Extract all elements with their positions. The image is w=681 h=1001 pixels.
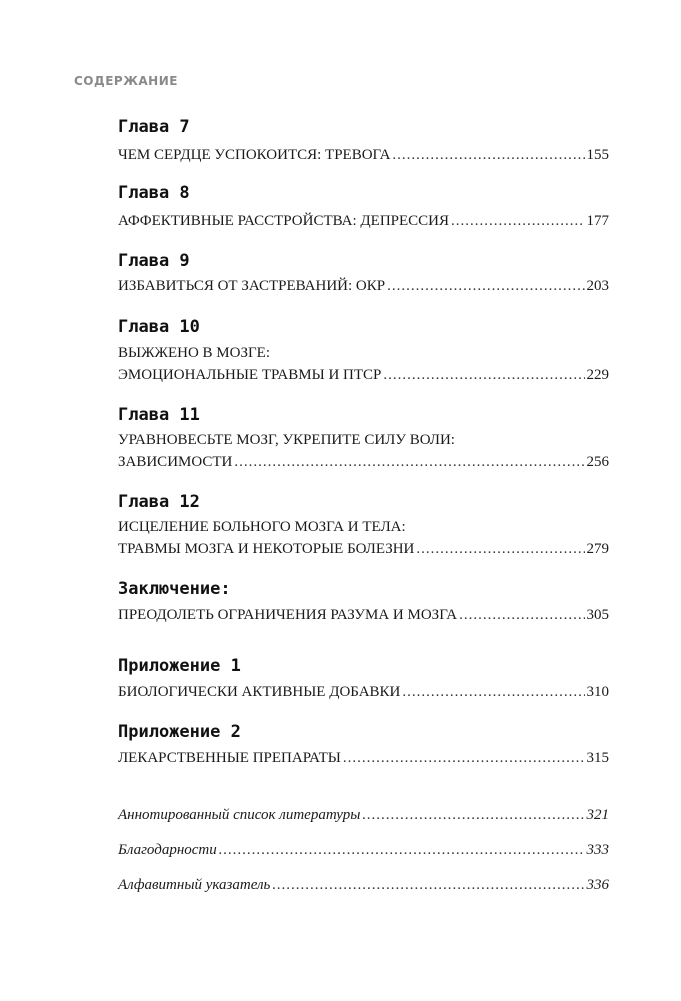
chapter-title: Заключение: (118, 579, 231, 599)
chapter-title: Глава 12 (118, 492, 200, 512)
dot-leader (272, 877, 584, 894)
toc-entry-text: ЭМОЦИОНАЛЬНЫЕ ТРАВМЫ И ПТСР (118, 367, 382, 383)
toc-page-number: 279 (586, 541, 609, 557)
toc-entry-text: ИСЦЕЛЕНИЕ БОЛЬНОГО МОЗГА И ТЕЛА: (118, 519, 406, 535)
toc-entry (118, 684, 609, 701)
toc-entry (118, 607, 609, 624)
toc-entry-line (118, 345, 609, 362)
dot-leader (219, 842, 585, 859)
toc-back-matter-entry (118, 877, 609, 894)
toc-back-matter-entry (118, 807, 609, 824)
toc-entry-text: ЛЕКАРСТВЕННЫЕ ПРЕПАРАТЫ (118, 750, 341, 766)
dot-leader (392, 147, 584, 164)
toc-entry (118, 750, 609, 767)
toc-entry-text: ИЗБАВИТЬСЯ ОТ ЗАСТРЕВАНИЙ: ОКР (118, 278, 386, 294)
toc-page-number: 321 (586, 807, 609, 823)
dot-leader (459, 607, 584, 624)
toc-page-number: 336 (586, 877, 609, 893)
toc-entry-text: ЧЕМ СЕРДЦЕ УСПОКОИТСЯ: ТРЕВОГА (118, 147, 391, 163)
toc-entry (118, 454, 609, 471)
dot-leader (383, 367, 584, 384)
dot-leader (451, 213, 584, 230)
chapter-title: Глава 8 (118, 183, 190, 203)
dot-leader (343, 750, 585, 767)
toc-back-matter-entry (118, 842, 609, 859)
chapter-title: Приложение 2 (118, 722, 241, 742)
running-head: СОДЕРЖАНИЕ (74, 74, 178, 88)
toc-page-number: 203 (586, 278, 609, 294)
toc-page-number: 155 (586, 147, 609, 163)
toc-entry-text: АФФЕКТИВНЫЕ РАССТРОЙСТВА: ДЕПРЕССИЯ (118, 213, 450, 229)
toc-entry-text: ТРАВМЫ МОЗГА И НЕКОТОРЫЕ БОЛЕЗНИ (118, 541, 415, 557)
chapter-title: Глава 10 (118, 317, 200, 337)
dot-leader (402, 684, 584, 701)
dot-leader (362, 807, 584, 824)
dot-leader (234, 454, 584, 471)
toc-entry-line (118, 432, 609, 449)
toc-entry (118, 213, 609, 230)
toc-page-number: 305 (586, 607, 609, 623)
toc-page-number: 315 (586, 750, 609, 766)
toc-page-number: 256 (586, 454, 609, 470)
chapter-title: Глава 7 (118, 117, 190, 137)
toc-entry-text: ВЫЖЖЕНО В МОЗГЕ: (118, 345, 270, 361)
toc-entry-text: ПРЕОДОЛЕТЬ ОГРАНИЧЕНИЯ РАЗУМА И МОЗГА (118, 607, 458, 623)
toc-entry (118, 541, 609, 558)
chapter-title: Приложение 1 (118, 656, 241, 676)
dot-leader (416, 541, 584, 558)
toc-entry-text: ЗАВИСИМОСТИ (118, 454, 233, 470)
toc-entry-text: УРАВНОВЕСЬТЕ МОЗГ, УКРЕПИТЕ СИЛУ ВОЛИ: (118, 432, 455, 448)
toc-entry-text: Аннотированный список литературы (118, 807, 361, 823)
dot-leader (387, 278, 584, 295)
toc-entry-text: Благодарности (118, 842, 217, 858)
toc-entry-text: БИОЛОГИЧЕСКИ АКТИВНЫЕ ДОБАВКИ (118, 684, 401, 700)
toc-entry-text: Алфавитный указатель (118, 877, 271, 893)
toc-entry (118, 278, 609, 295)
chapter-title: Глава 9 (118, 251, 190, 271)
toc-entry (118, 147, 609, 164)
toc-entry (118, 367, 609, 384)
toc-page-number: 229 (586, 367, 609, 383)
toc-page-number: 310 (586, 684, 609, 700)
toc-page-number: 177 (586, 213, 609, 229)
toc-entry-line (118, 519, 609, 536)
chapter-title: Глава 11 (118, 405, 200, 425)
toc-page-number: 333 (586, 842, 609, 858)
